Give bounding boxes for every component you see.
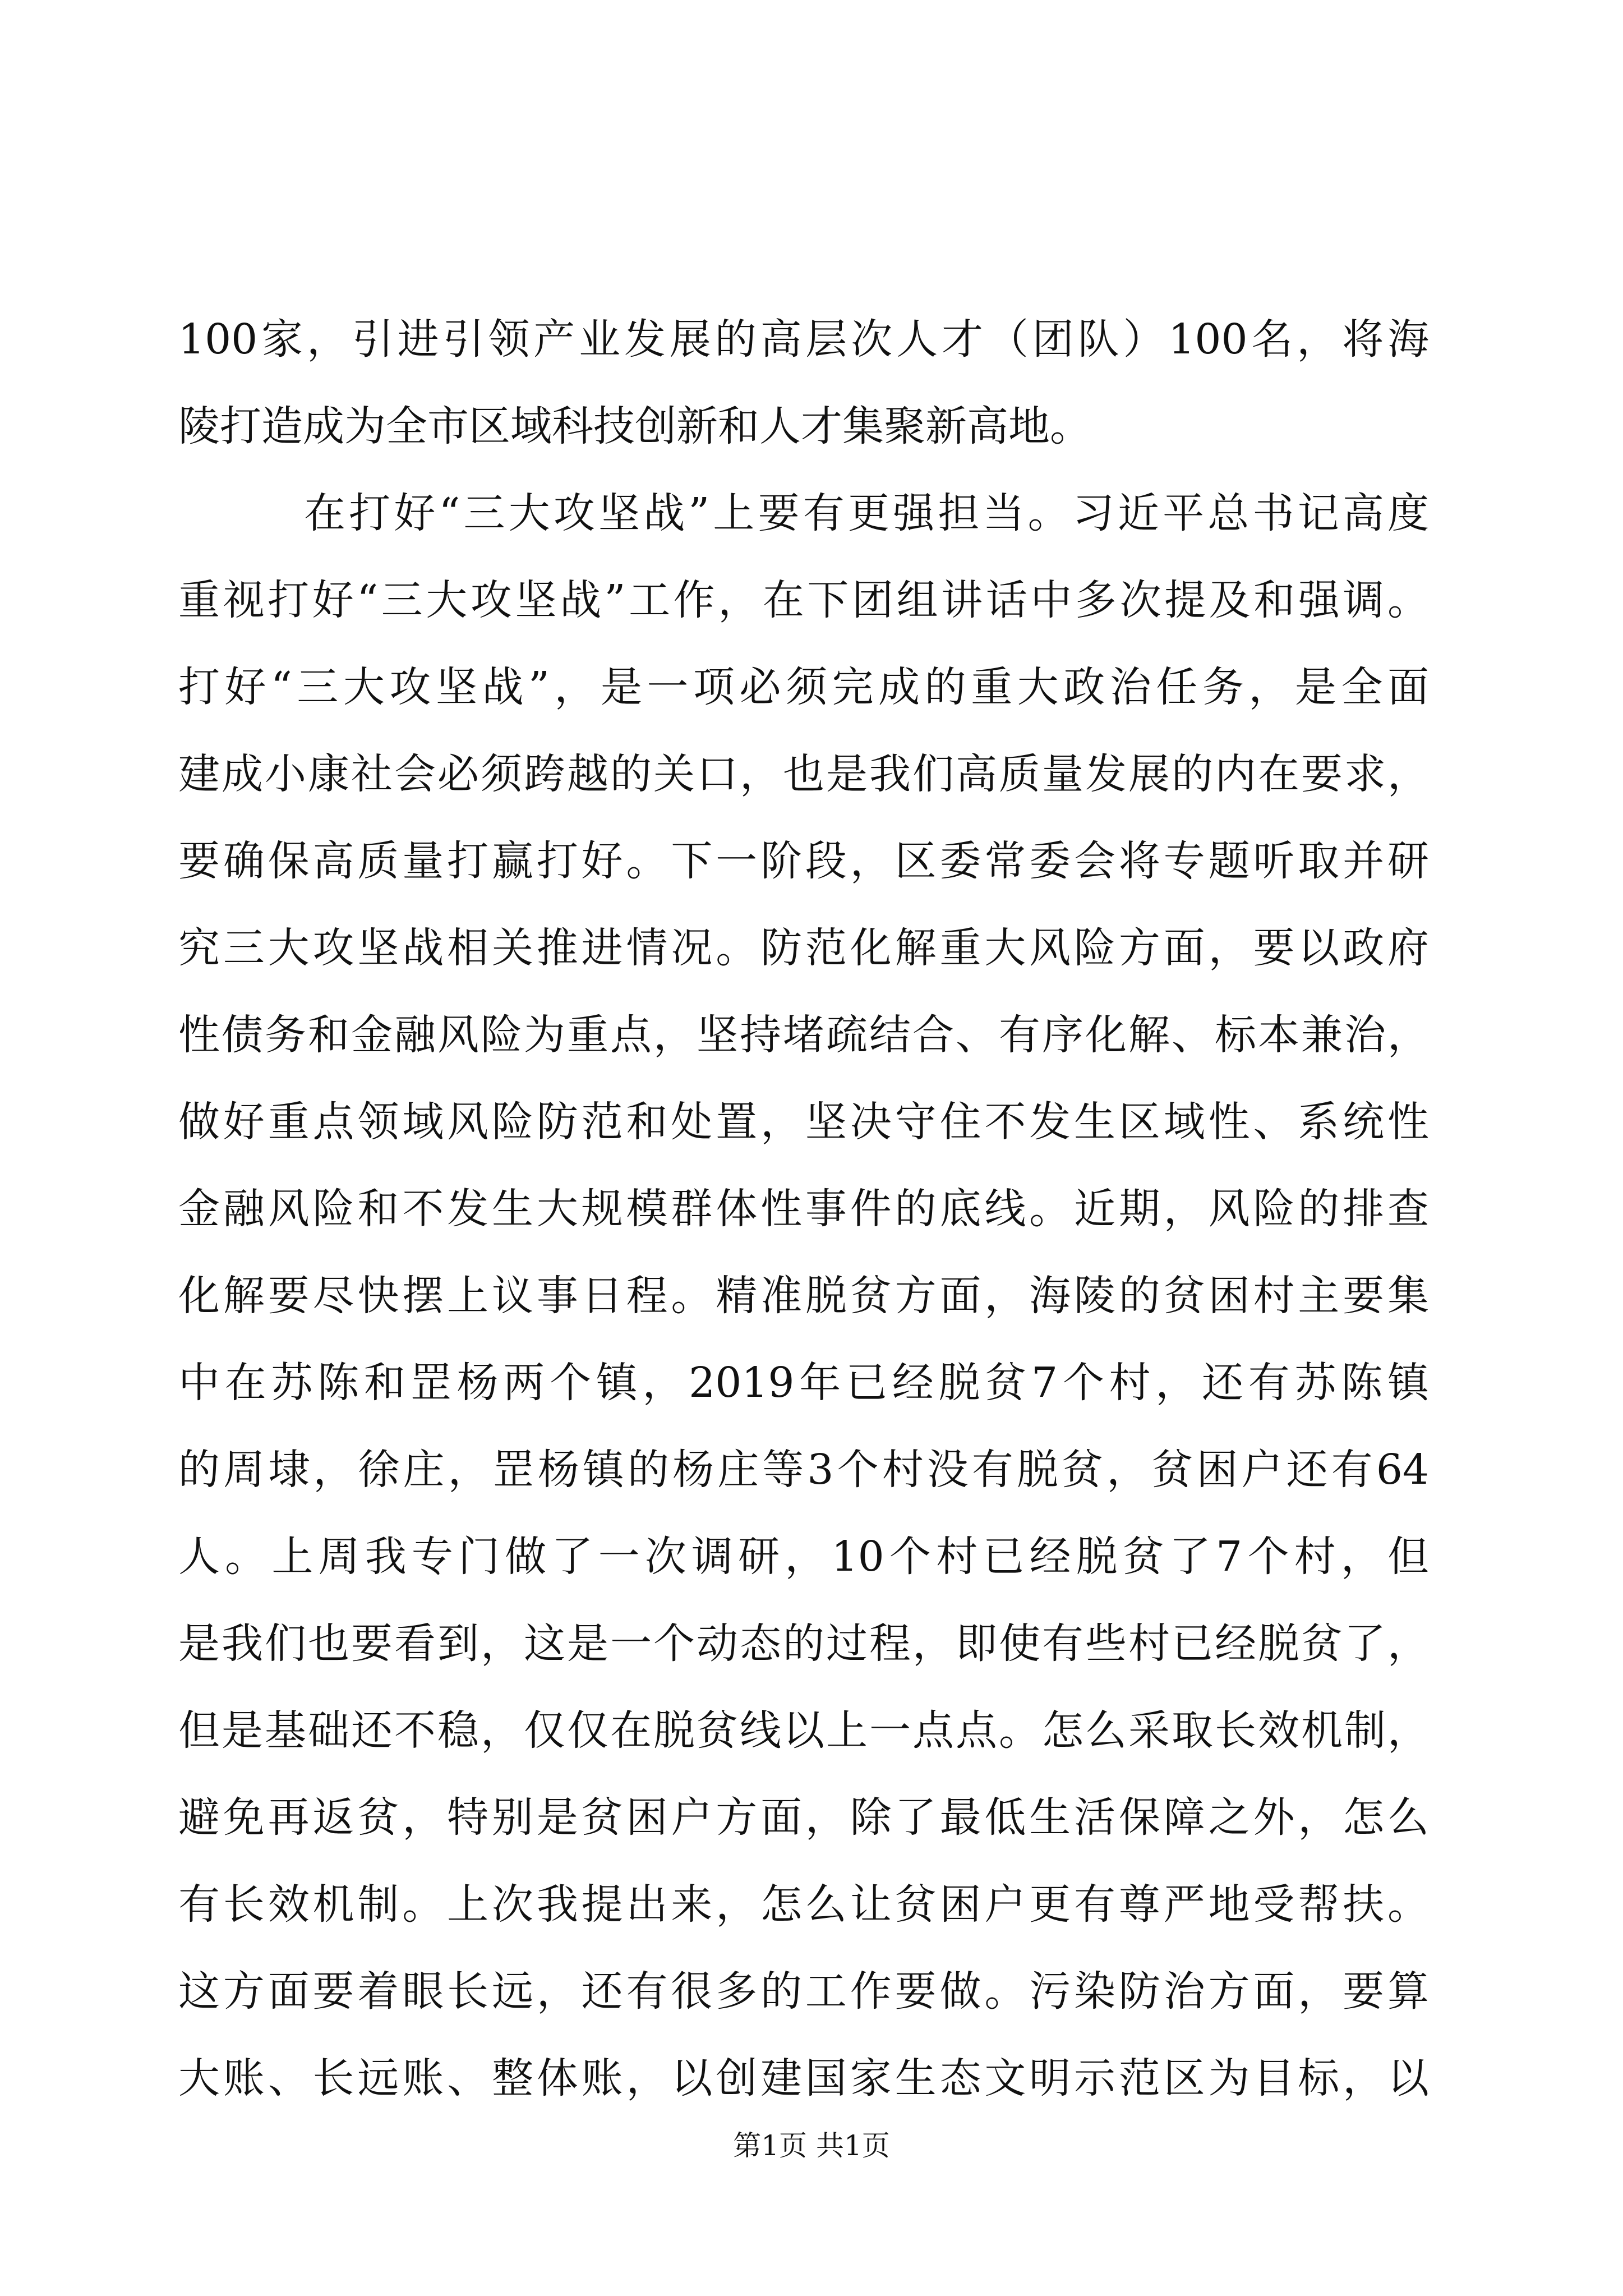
- text-line: 要确保高质量打赢打好。下一阶段，区委常委会将专题听取并研: [178, 837, 1429, 885]
- text-line: 有长效机制。上次我提出来，怎么让贫困户更有尊严地受帮扶。: [178, 1880, 1429, 1929]
- paragraph-first-line: 在打好“三大攻坚战”上要有更强担当。习近平总书记高度: [304, 489, 1429, 537]
- text-line: 的周埭，徐庄，罡杨镇的杨庄等3个村没有脱贫，贫困户还有64: [178, 1446, 1429, 1494]
- text-line: 化解要尽快摆上议事日程。精准脱贫方面，海陵的贫困村主要集: [178, 1272, 1429, 1320]
- text-line: 大账、长远账、整体账，以创建国家生态文明示范区为目标，以: [178, 2054, 1429, 2102]
- text-line: 金融风险和不发生大规模群体性事件的底线。近期，风险的排查: [178, 1185, 1429, 1233]
- page-footer: 第1页 共1页: [733, 2129, 890, 2162]
- body-text: [178, 296, 1429, 2122]
- text-line: 究三大攻坚战相关推进情况。防范化解重大风险方面，要以政府: [178, 924, 1429, 972]
- text-line: 这方面要着眼长远，还有很多的工作要做。污染防治方面，要算: [178, 1967, 1429, 2016]
- text-line: 是我们也要看到，这是一个动态的过程，即使有些村已经脱贫了，: [178, 1619, 1429, 1668]
- text-line: 性债务和金融风险为重点，坚持堵疏结合、有序化解、标本兼治，: [178, 1011, 1429, 1059]
- text-line: 打好“三大攻坚战”，是一项必须完成的重大政治任务，是全面: [178, 663, 1429, 711]
- text-line: 人。上周我专门做了一次调研，10个村已经脱贫了7个村，但: [178, 1533, 1429, 1581]
- text-line: 避免再返贫，特别是贫困户方面，除了最低生活保障之外，怎么: [178, 1793, 1429, 1842]
- text-line: 建成小康社会必须跨越的关口，也是我们高质量发展的内在要求，: [178, 750, 1429, 798]
- text-line: 重视打好“三大攻坚战”工作，在下团组讲话中多次提及和强调。: [178, 576, 1429, 624]
- text-line: 但是基础还不稳，仅仅在脱贫线以上一点点。怎么采取长效机制，: [178, 1706, 1429, 1755]
- text-line: 做好重点领域风险防范和处置，坚决守住不发生区域性、系统性: [178, 1098, 1429, 1146]
- text-line: 陵打造成为全市区域科技创新和人才集聚新高地。: [178, 402, 1091, 450]
- text-line: 中在苏陈和罡杨两个镇，2019年已经脱贫7个村，还有苏陈镇: [178, 1359, 1429, 1407]
- text-line: 100家，引进引领产业发展的高层次人才（团队）100名，将海: [178, 315, 1429, 364]
